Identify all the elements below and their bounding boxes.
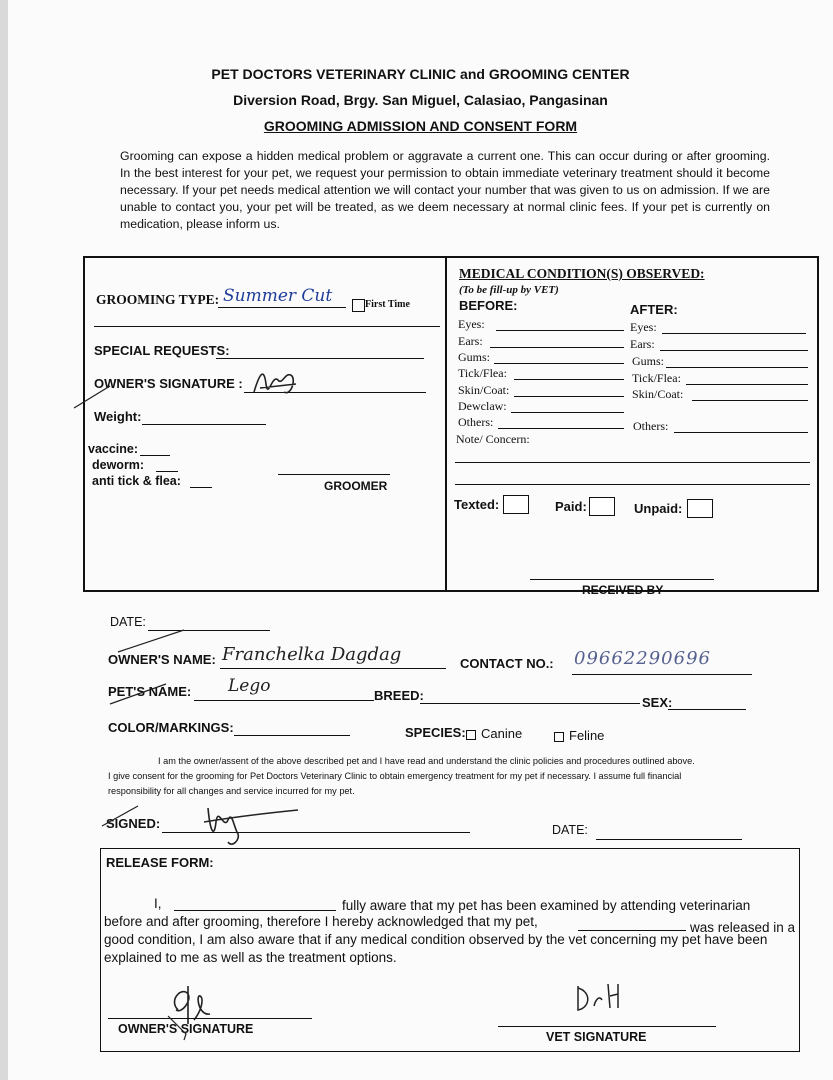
feline-label: Feline <box>569 728 605 743</box>
clinic-name: PET DOCTORS VETERINARY CLINIC and GROOMING CENTER <box>211 66 630 82</box>
after-gums: Gums: <box>632 354 665 368</box>
first-time-label: First Time <box>365 299 410 310</box>
sex-field[interactable] <box>668 709 746 710</box>
consent-line-2: I give consent for the grooming for Pet Doctors Veterinary Clinic to obtain emergency treatment for my pet if necessary. I assume full financial <box>108 771 682 781</box>
release-text-a: fully aware that my pet has been examined by attending veterinarian <box>342 898 751 913</box>
contact-value[interactable]: 09662290696 <box>574 648 711 669</box>
before-others: Others: <box>458 415 494 429</box>
before-gums-field[interactable] <box>494 363 624 364</box>
canine-label: Canine <box>481 726 523 741</box>
note-concern-label: Note/ Concern: <box>456 432 530 446</box>
vet-signature-scribble <box>568 978 638 1018</box>
consent-date-label: DATE: <box>552 823 588 837</box>
clinic-address: Diversion Road, Brgy. San Miguel, Calasiao, Pangasinan <box>233 92 608 108</box>
before-label: BEFORE: <box>459 298 518 313</box>
after-tick-field[interactable] <box>686 384 808 385</box>
antitick-label: anti tick & flea: <box>92 474 181 488</box>
before-tick: Tick/Flea: <box>458 366 507 380</box>
consent-line-3: responsibility for all changes and service incurred for my pet. <box>108 786 355 796</box>
groomer-label: GROOMER <box>324 479 388 493</box>
contact-label: CONTACT NO.: <box>460 656 554 671</box>
release-form-title: RELEASE FORM: <box>106 855 214 870</box>
release-owner-signature-line[interactable] <box>108 1018 312 1019</box>
before-eyes: Eyes: <box>458 317 485 331</box>
pen-stroke-mark <box>166 1012 206 1042</box>
after-others: Others: <box>633 419 669 433</box>
before-dewclaw: Dewclaw: <box>458 399 507 413</box>
medical-title: MEDICAL CONDITION(S) OBSERVED: <box>459 266 705 281</box>
antitick-field[interactable] <box>190 487 212 488</box>
after-eyes: Eyes: <box>630 320 657 334</box>
after-label: AFTER: <box>630 302 678 317</box>
before-eyes-field[interactable] <box>496 330 624 331</box>
weight-label: Weight: <box>94 409 142 424</box>
before-gums: Gums: <box>458 350 491 364</box>
after-ears: Ears: <box>630 337 655 351</box>
species-feline-option[interactable] <box>554 728 604 743</box>
after-gums-field[interactable] <box>666 367 808 368</box>
after-skin-field[interactable] <box>692 400 808 401</box>
consent-signature-scribble <box>198 800 308 852</box>
grooming-type-label: GROOMING TYPE: <box>96 292 220 307</box>
weight-field[interactable] <box>142 424 266 425</box>
texted-label: Texted: <box>454 497 500 512</box>
first-time-checkbox[interactable] <box>352 299 365 312</box>
release-name-field[interactable] <box>174 910 336 911</box>
feline-checkbox[interactable] <box>554 732 564 742</box>
paid-checkbox[interactable] <box>589 497 615 516</box>
owner-name-value[interactable]: Franchelka Dagdag <box>222 644 402 665</box>
before-skin-field[interactable] <box>514 396 624 397</box>
pet-name-value[interactable]: Lego <box>228 676 271 696</box>
release-pet-field[interactable] <box>578 930 686 931</box>
pen-stroke-mark <box>72 382 112 412</box>
release-text-b: before and after grooming, therefore I hereby acknowledged that my pet, <box>104 914 538 929</box>
color-markings-label: COLOR/MARKINGS: <box>108 720 234 735</box>
pen-stroke-mark <box>108 676 168 706</box>
species-canine-option[interactable] <box>466 726 522 741</box>
sex-label: SEX: <box>642 695 673 710</box>
special-requests-label: SPECIAL REQUESTS: <box>94 343 230 358</box>
owner-signature-label: OWNER'S SIGNATURE : <box>94 376 243 391</box>
pet-name-label: PET'S NAME: <box>108 684 192 699</box>
vaccine-label: vaccine: <box>88 442 139 456</box>
breed-field[interactable] <box>420 703 640 704</box>
form-page <box>8 0 833 1080</box>
after-skin: Skin/Coat: <box>632 387 684 401</box>
owner-signature-scribble <box>246 362 306 410</box>
release-text-e: explained to me as well as the treatment options. <box>104 950 397 965</box>
before-tick-field[interactable] <box>514 379 624 380</box>
form-title: GROOMING ADMISSION AND CONSENT FORM <box>263 118 578 134</box>
box-divider <box>445 258 447 590</box>
before-dewclaw-field[interactable] <box>511 412 624 413</box>
vet-signature-line[interactable] <box>498 1026 716 1027</box>
canine-checkbox[interactable] <box>466 730 476 740</box>
release-i: I, <box>154 896 162 911</box>
vet-signature-label: VET SIGNATURE <box>546 1030 647 1044</box>
after-ears-field[interactable] <box>660 350 808 351</box>
pen-stroke-mark <box>100 800 140 830</box>
paid-label: Paid: <box>555 499 587 514</box>
intro-paragraph: Grooming can expose a hidden medical problem or aggravate a current one. This can occur during or after grooming. In the best interest for your pet, we request your permission to obtain immediate veterinary treatment should it become necessary. If your pet needs medical attention we will contact your number that was given to us on admission. If we are unable to contact you, your pet will be treated, as we deem necessary at normal clinic fees. If your pet is currently on medication, please inform us. <box>120 149 770 231</box>
received-by-label: RECEIVED BY <box>582 583 664 597</box>
special-requests-field[interactable] <box>216 358 424 359</box>
before-others-field[interactable] <box>498 428 624 429</box>
note-line-2[interactable] <box>455 484 810 485</box>
deworm-field[interactable] <box>156 471 178 472</box>
before-skin: Skin/Coat: <box>458 383 510 397</box>
date-label: DATE: <box>110 615 146 629</box>
after-others-field[interactable] <box>674 432 808 433</box>
before-ears: Ears: <box>458 334 483 348</box>
unpaid-checkbox[interactable] <box>687 499 713 518</box>
signed-label: SIGNED: <box>106 816 161 831</box>
note-line-1[interactable] <box>455 462 810 463</box>
before-ears-field[interactable] <box>490 347 624 348</box>
deworm-label: deworm: <box>92 458 145 472</box>
after-tick: Tick/Flea: <box>632 371 681 385</box>
vaccine-field[interactable] <box>140 455 170 456</box>
texted-checkbox[interactable] <box>503 495 529 514</box>
breed-label: BREED: <box>374 688 424 703</box>
owner-name-label: OWNER'S NAME: <box>108 652 216 667</box>
species-label: SPECIES: <box>405 725 466 740</box>
received-by-line[interactable] <box>530 579 714 580</box>
unpaid-label: Unpaid: <box>634 501 683 516</box>
release-text-c: was released in a <box>690 920 796 935</box>
after-eyes-field[interactable] <box>662 333 806 334</box>
consent-date-field[interactable] <box>596 839 742 840</box>
release-owner-signature-label: OWNER'S SIGNATURE <box>118 1022 254 1036</box>
medical-subtitle: (To be fill-up by VET) <box>459 284 559 296</box>
release-text-d: good condition, I am also aware that if any medical condition observed by the vet concerning my pet have been <box>104 932 768 947</box>
grooming-type-value[interactable]: Summer Cut <box>223 286 333 306</box>
groomer-signature-line[interactable] <box>278 474 390 475</box>
consent-line-1: I am the owner/assent of the above described pet and I have read and understand the clinic policies and procedures outlined above. <box>158 756 695 766</box>
color-markings-field[interactable] <box>234 735 350 736</box>
